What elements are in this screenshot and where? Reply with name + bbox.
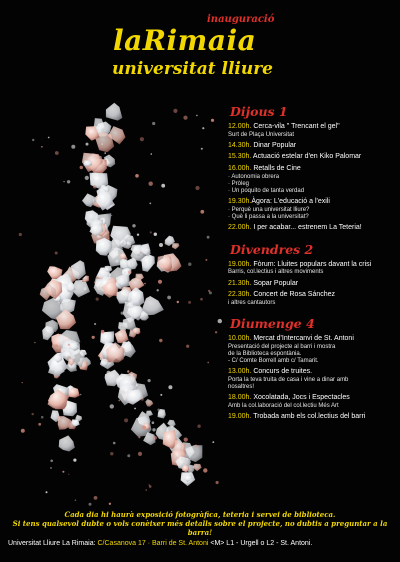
salt-grain bbox=[200, 210, 204, 214]
salt-grain bbox=[55, 344, 59, 348]
salt-grain bbox=[196, 115, 197, 116]
salt-grain bbox=[73, 459, 76, 462]
header-title: laRimaia bbox=[113, 24, 257, 57]
salt-crystal bbox=[115, 330, 129, 344]
event bbox=[228, 224, 396, 233]
salt-letters-illustration bbox=[0, 100, 225, 520]
event-title: I per acabar... estrenem La Teteria! bbox=[253, 224, 362, 232]
footer-street: C/Casanova 17 · Barri de St. Antoni bbox=[97, 540, 209, 547]
salt-crystal bbox=[146, 411, 153, 417]
salt-grain bbox=[161, 184, 165, 188]
salt-grain bbox=[197, 425, 200, 428]
event-title: Concert de Rosa Sánchez bbox=[253, 291, 336, 299]
salt-grain bbox=[127, 370, 129, 372]
event-time: 16.00h. bbox=[228, 164, 252, 172]
salt-grain bbox=[127, 454, 130, 457]
salt-crystal bbox=[126, 389, 144, 405]
day-title: Dijous 1 bbox=[230, 104, 288, 119]
event-title: Àgora: L'educació a l'exili bbox=[251, 198, 330, 206]
day-block bbox=[228, 242, 396, 307]
event bbox=[228, 280, 396, 289]
event-time: 13.00h. bbox=[228, 368, 252, 376]
footer-org: Universitat Lliure La Rimaia: bbox=[8, 540, 96, 547]
salt-grain bbox=[116, 260, 119, 263]
salt-grain bbox=[71, 145, 75, 149]
salt-grain bbox=[134, 408, 136, 410]
event-time: 15.30h. bbox=[228, 153, 252, 161]
event-note: Presentació del projecte al barri i mostra bbox=[228, 343, 336, 350]
header-kicker: inauguració bbox=[207, 14, 275, 25]
event-time: 18.00h. bbox=[228, 394, 252, 402]
salt-grain bbox=[113, 442, 116, 445]
salt-grain bbox=[149, 182, 153, 186]
event bbox=[228, 413, 396, 422]
event-note: Surt de Plaça Universitat bbox=[228, 131, 295, 138]
event-title: Dinar Popular bbox=[253, 141, 297, 149]
salt-grain bbox=[94, 323, 96, 325]
event bbox=[228, 291, 396, 307]
salt-crystal bbox=[172, 243, 180, 249]
event-title: Trobada amb els col.lectius del barri bbox=[253, 412, 366, 420]
salt-grain bbox=[148, 484, 150, 486]
salt-grain bbox=[138, 452, 142, 456]
salt-grain bbox=[55, 252, 58, 255]
salt-grain bbox=[154, 233, 157, 236]
event bbox=[228, 142, 396, 151]
salt-grain bbox=[107, 371, 111, 375]
event-title: Mercat d'Intercanvi de St. Antoni bbox=[253, 334, 354, 342]
salt-grain bbox=[216, 481, 219, 484]
salt-grain bbox=[121, 326, 123, 328]
day-block bbox=[228, 104, 396, 233]
salt-grain bbox=[67, 356, 70, 359]
event-time: 12.00h. bbox=[228, 123, 252, 130]
salt-grain bbox=[34, 342, 35, 343]
event-time: 10.00h. bbox=[228, 334, 252, 342]
salt-grain bbox=[188, 301, 191, 304]
salt-grain bbox=[75, 500, 76, 501]
event-time: 19.30h. bbox=[228, 198, 252, 206]
event-time: 19.00h. bbox=[228, 412, 252, 420]
event-time: 14.30h. bbox=[228, 141, 252, 149]
salt-grain bbox=[167, 296, 171, 300]
salt-grain bbox=[57, 268, 59, 270]
salt-grain bbox=[140, 259, 143, 262]
event-title: Concurs de truites. bbox=[253, 368, 313, 376]
salt-grain bbox=[138, 436, 140, 438]
salt-grain bbox=[181, 458, 185, 462]
salt-grain bbox=[202, 127, 204, 129]
event-title: Xocolatada, Jocs i Espectacles bbox=[253, 394, 350, 402]
salt-grain bbox=[108, 238, 109, 239]
salt-grain bbox=[41, 146, 43, 148]
salt-grain bbox=[144, 283, 146, 285]
salt-grain bbox=[212, 441, 214, 443]
salt-grain bbox=[89, 503, 92, 506]
salt-grain bbox=[46, 491, 48, 493]
event-note: i altres cantautors bbox=[228, 299, 276, 306]
salt-grain bbox=[68, 344, 70, 346]
salt-grain bbox=[159, 339, 162, 342]
event bbox=[228, 261, 396, 277]
salt-grain bbox=[151, 153, 153, 155]
salt-grain bbox=[76, 273, 78, 275]
footer-notes bbox=[0, 510, 400, 537]
salt-grain bbox=[195, 445, 197, 447]
salt-grain bbox=[135, 174, 139, 178]
salt-grain bbox=[80, 166, 83, 169]
salt-grain bbox=[173, 109, 177, 113]
salt-grain bbox=[104, 152, 106, 154]
salt-grain bbox=[50, 460, 53, 463]
salt-grain bbox=[111, 215, 112, 216]
salt-grain bbox=[63, 181, 64, 182]
salt-grain bbox=[128, 271, 132, 275]
salt-grain bbox=[150, 231, 152, 233]
salt-grain bbox=[48, 137, 50, 139]
salt-grain bbox=[157, 289, 159, 291]
salt-grain bbox=[186, 345, 189, 348]
salt-grain bbox=[159, 243, 163, 247]
header-subtitle: universitat lliure bbox=[112, 59, 274, 79]
footer-note: Si tens qualsevol dubte o vols conèixer més detalls sobre el projecte, no dubtis a preguntar a la barra! bbox=[12, 519, 388, 537]
salt-grain bbox=[152, 421, 155, 424]
event bbox=[228, 153, 396, 162]
salt-grain bbox=[152, 428, 155, 431]
salt-grain bbox=[211, 119, 214, 122]
salt-grain bbox=[97, 242, 99, 244]
salt-grain bbox=[86, 143, 89, 146]
salt-grain bbox=[132, 224, 135, 227]
salt-grain bbox=[101, 143, 103, 145]
event-time: 19.00h. bbox=[228, 260, 252, 268]
event bbox=[228, 394, 396, 410]
salt-grain bbox=[200, 298, 203, 301]
salt-grain bbox=[93, 185, 97, 189]
salt-grain bbox=[110, 404, 114, 408]
event-title: Cerca-vila " Trencant el gel" bbox=[253, 123, 340, 130]
salt-grain bbox=[122, 391, 126, 395]
salt-grain bbox=[67, 180, 70, 183]
salt-grain bbox=[80, 394, 82, 396]
salt-grain bbox=[153, 436, 157, 440]
event-note: nosaltres! bbox=[228, 383, 255, 390]
salt-grain bbox=[158, 280, 162, 284]
salt-grain bbox=[109, 503, 111, 505]
salt-grain bbox=[85, 176, 89, 180]
event-note: · Perquè una universitat lliure? bbox=[228, 206, 310, 213]
salt-grain bbox=[140, 137, 144, 141]
program bbox=[228, 104, 396, 425]
event-note: - C/ Comte Borrell amb c/ Tamarit. bbox=[228, 357, 319, 364]
event-note: · Un poquito de tanta verdad bbox=[228, 187, 305, 194]
salt-grain bbox=[124, 418, 128, 422]
salt-grain bbox=[21, 429, 25, 433]
salt-grain bbox=[96, 298, 99, 301]
salt-grain bbox=[148, 379, 151, 382]
salt-grain bbox=[149, 203, 151, 205]
salt-grain bbox=[184, 438, 188, 442]
salt-grain bbox=[110, 452, 113, 455]
event-note: Porta la teva truita de casa i vine a dinar amb bbox=[228, 376, 349, 383]
salt-grain bbox=[41, 416, 44, 419]
salt-grain bbox=[94, 496, 98, 500]
event-time: 22.00h. bbox=[228, 224, 252, 232]
salt-grain bbox=[215, 331, 217, 333]
salt-grain bbox=[140, 252, 141, 253]
event-note: · Pròleg bbox=[228, 180, 250, 187]
event bbox=[228, 165, 396, 195]
salt-grain bbox=[208, 290, 210, 292]
event-title: Sopar Popular bbox=[253, 279, 299, 287]
salt-grain bbox=[50, 467, 51, 468]
salt-grain bbox=[168, 385, 172, 389]
salt-crystal bbox=[145, 399, 153, 407]
salt-grain bbox=[62, 471, 64, 473]
salt-grain bbox=[38, 423, 41, 426]
event-title: Actuació estelar d'en Kiko Palomar bbox=[252, 153, 362, 161]
event-title: Fòrum: Lluites populars davant la crisi bbox=[253, 260, 372, 268]
salt-grain bbox=[201, 148, 203, 150]
day-title: Diumenge 4 bbox=[230, 315, 315, 331]
salt-grain bbox=[207, 362, 209, 364]
salt-grain bbox=[177, 301, 179, 303]
salt-grain bbox=[68, 474, 69, 475]
salt-grain bbox=[152, 122, 155, 125]
event-note: de la Biblioteca espontània. bbox=[228, 350, 302, 357]
salt-crystal bbox=[106, 103, 122, 121]
salt-grain bbox=[118, 400, 120, 402]
salt-grain bbox=[218, 319, 222, 323]
salt-crystal bbox=[59, 435, 75, 451]
event bbox=[228, 198, 396, 221]
event bbox=[228, 335, 396, 365]
salt-grain bbox=[137, 234, 139, 236]
salt-grain bbox=[141, 398, 144, 401]
salt-grain bbox=[188, 263, 191, 266]
footer-note: Cada dia hi haurà exposició fotogràfica, teteria i servei de biblioteca. bbox=[64, 510, 336, 519]
salt-grain bbox=[205, 259, 207, 261]
event-note: · Autonomia obrera bbox=[228, 173, 280, 180]
salt-grain bbox=[157, 409, 160, 412]
event-note: Amb la col.laboració del col.lectiu Més Art bbox=[228, 402, 339, 409]
salt-grain bbox=[160, 394, 162, 396]
salt-grain bbox=[203, 468, 207, 472]
salt-grain bbox=[22, 382, 23, 383]
salt-grain bbox=[195, 186, 199, 190]
salt-grain bbox=[92, 336, 95, 339]
salt-grain bbox=[84, 287, 87, 290]
salt-grain bbox=[124, 271, 126, 273]
event-note: Barris, col.lectius i altres moviments bbox=[228, 269, 324, 276]
event bbox=[228, 368, 396, 391]
salt-grain bbox=[142, 426, 146, 430]
event-time: 22.30h. bbox=[228, 291, 252, 299]
salt-grain bbox=[183, 116, 187, 120]
salt-grain bbox=[121, 312, 124, 315]
salt-grain bbox=[32, 139, 34, 141]
day-block bbox=[228, 316, 396, 422]
event-title: Retalls de Cine bbox=[253, 164, 301, 172]
footer-address bbox=[8, 540, 398, 547]
salt-crystal bbox=[82, 276, 89, 282]
event bbox=[228, 123, 396, 139]
day-title: Divendres 2 bbox=[230, 241, 314, 257]
event-time: 21.30h. bbox=[228, 279, 252, 287]
salt-grain bbox=[32, 413, 34, 415]
footer-metro: <M> L1 - Urgell o L2 - St. Antoni. bbox=[210, 540, 313, 547]
salt-grain bbox=[101, 330, 105, 334]
event-note: · Què li passa a la universitat? bbox=[228, 213, 309, 220]
salt-grain bbox=[19, 233, 22, 236]
salt-grain bbox=[55, 151, 59, 155]
salt-grain bbox=[207, 236, 210, 239]
salt-grain bbox=[145, 489, 147, 491]
